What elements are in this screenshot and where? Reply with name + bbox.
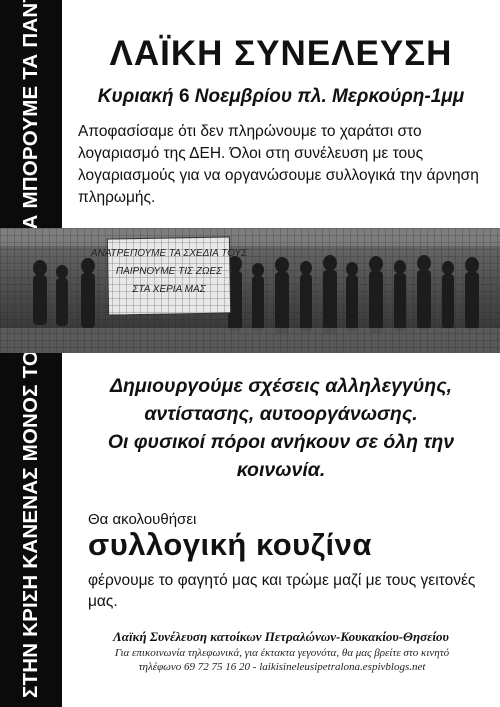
kitchen-text: φέρνουμε το φαγητό μας και τρώμε μαζί με τους γειτονές μας.	[88, 572, 476, 610]
intro-paragraph: Αποφασίσαμε ότι δεν πληρώνουμε το χαράτσι στο λογαριασμό της ΔΕΗ. Όλοι στη συνέλευση με τους λογαριασμούς για να οργανώσουμε συλλογικά την άρνηση πληρωμής.	[78, 123, 479, 206]
side-banner	[0, 0, 62, 707]
event-date-location	[62, 86, 500, 108]
follow-label: Θα ακολουθήσει	[88, 511, 197, 528]
solidarity-line-2: αντίστασης, αυτοοργάνωσης.	[144, 403, 418, 425]
subtitle-day: 6	[178, 86, 190, 107]
protest-photo-graphic	[0, 228, 500, 353]
side-banner-text	[19, 8, 43, 698]
solidarity-statement	[62, 372, 500, 484]
subtitle-post: Νοεμβρίου πλ. Μερκούρη-1μμ	[189, 86, 465, 107]
footer-line-1: Για επικοινωνία τηλεφωνικά, για έκτακτα γεγονότα, θα μας βρείτε στο κινητό	[114, 647, 450, 659]
page-title: ΛΑΪΚΗ ΣΥΝΕΛΕΥΣΗ	[109, 34, 453, 73]
subtitle-pre: Κυριακή	[97, 86, 179, 107]
solidarity-line-4: κοινωνία.	[236, 459, 326, 481]
footer-title: Λαϊκή Συνέλευση κατοίκων Πετραλώνων-Κουκακίου-Θησείου	[113, 629, 449, 644]
protest-photo	[0, 228, 500, 353]
kitchen-title: συλλογική κουζίνα	[88, 527, 372, 562]
footer-line-2: τηλέφωνο 69 72 75 16 20 - laikisineleusipetralona.espivblogs.net	[138, 661, 426, 673]
footer-contact	[74, 646, 490, 674]
solidarity-line-1: Δημιουργούμε σχέσεις αλληλεγγύης,	[109, 375, 453, 397]
solidarity-line-3: Οι φυσικοί πόροι ανήκουν σε όλη την	[107, 431, 455, 453]
